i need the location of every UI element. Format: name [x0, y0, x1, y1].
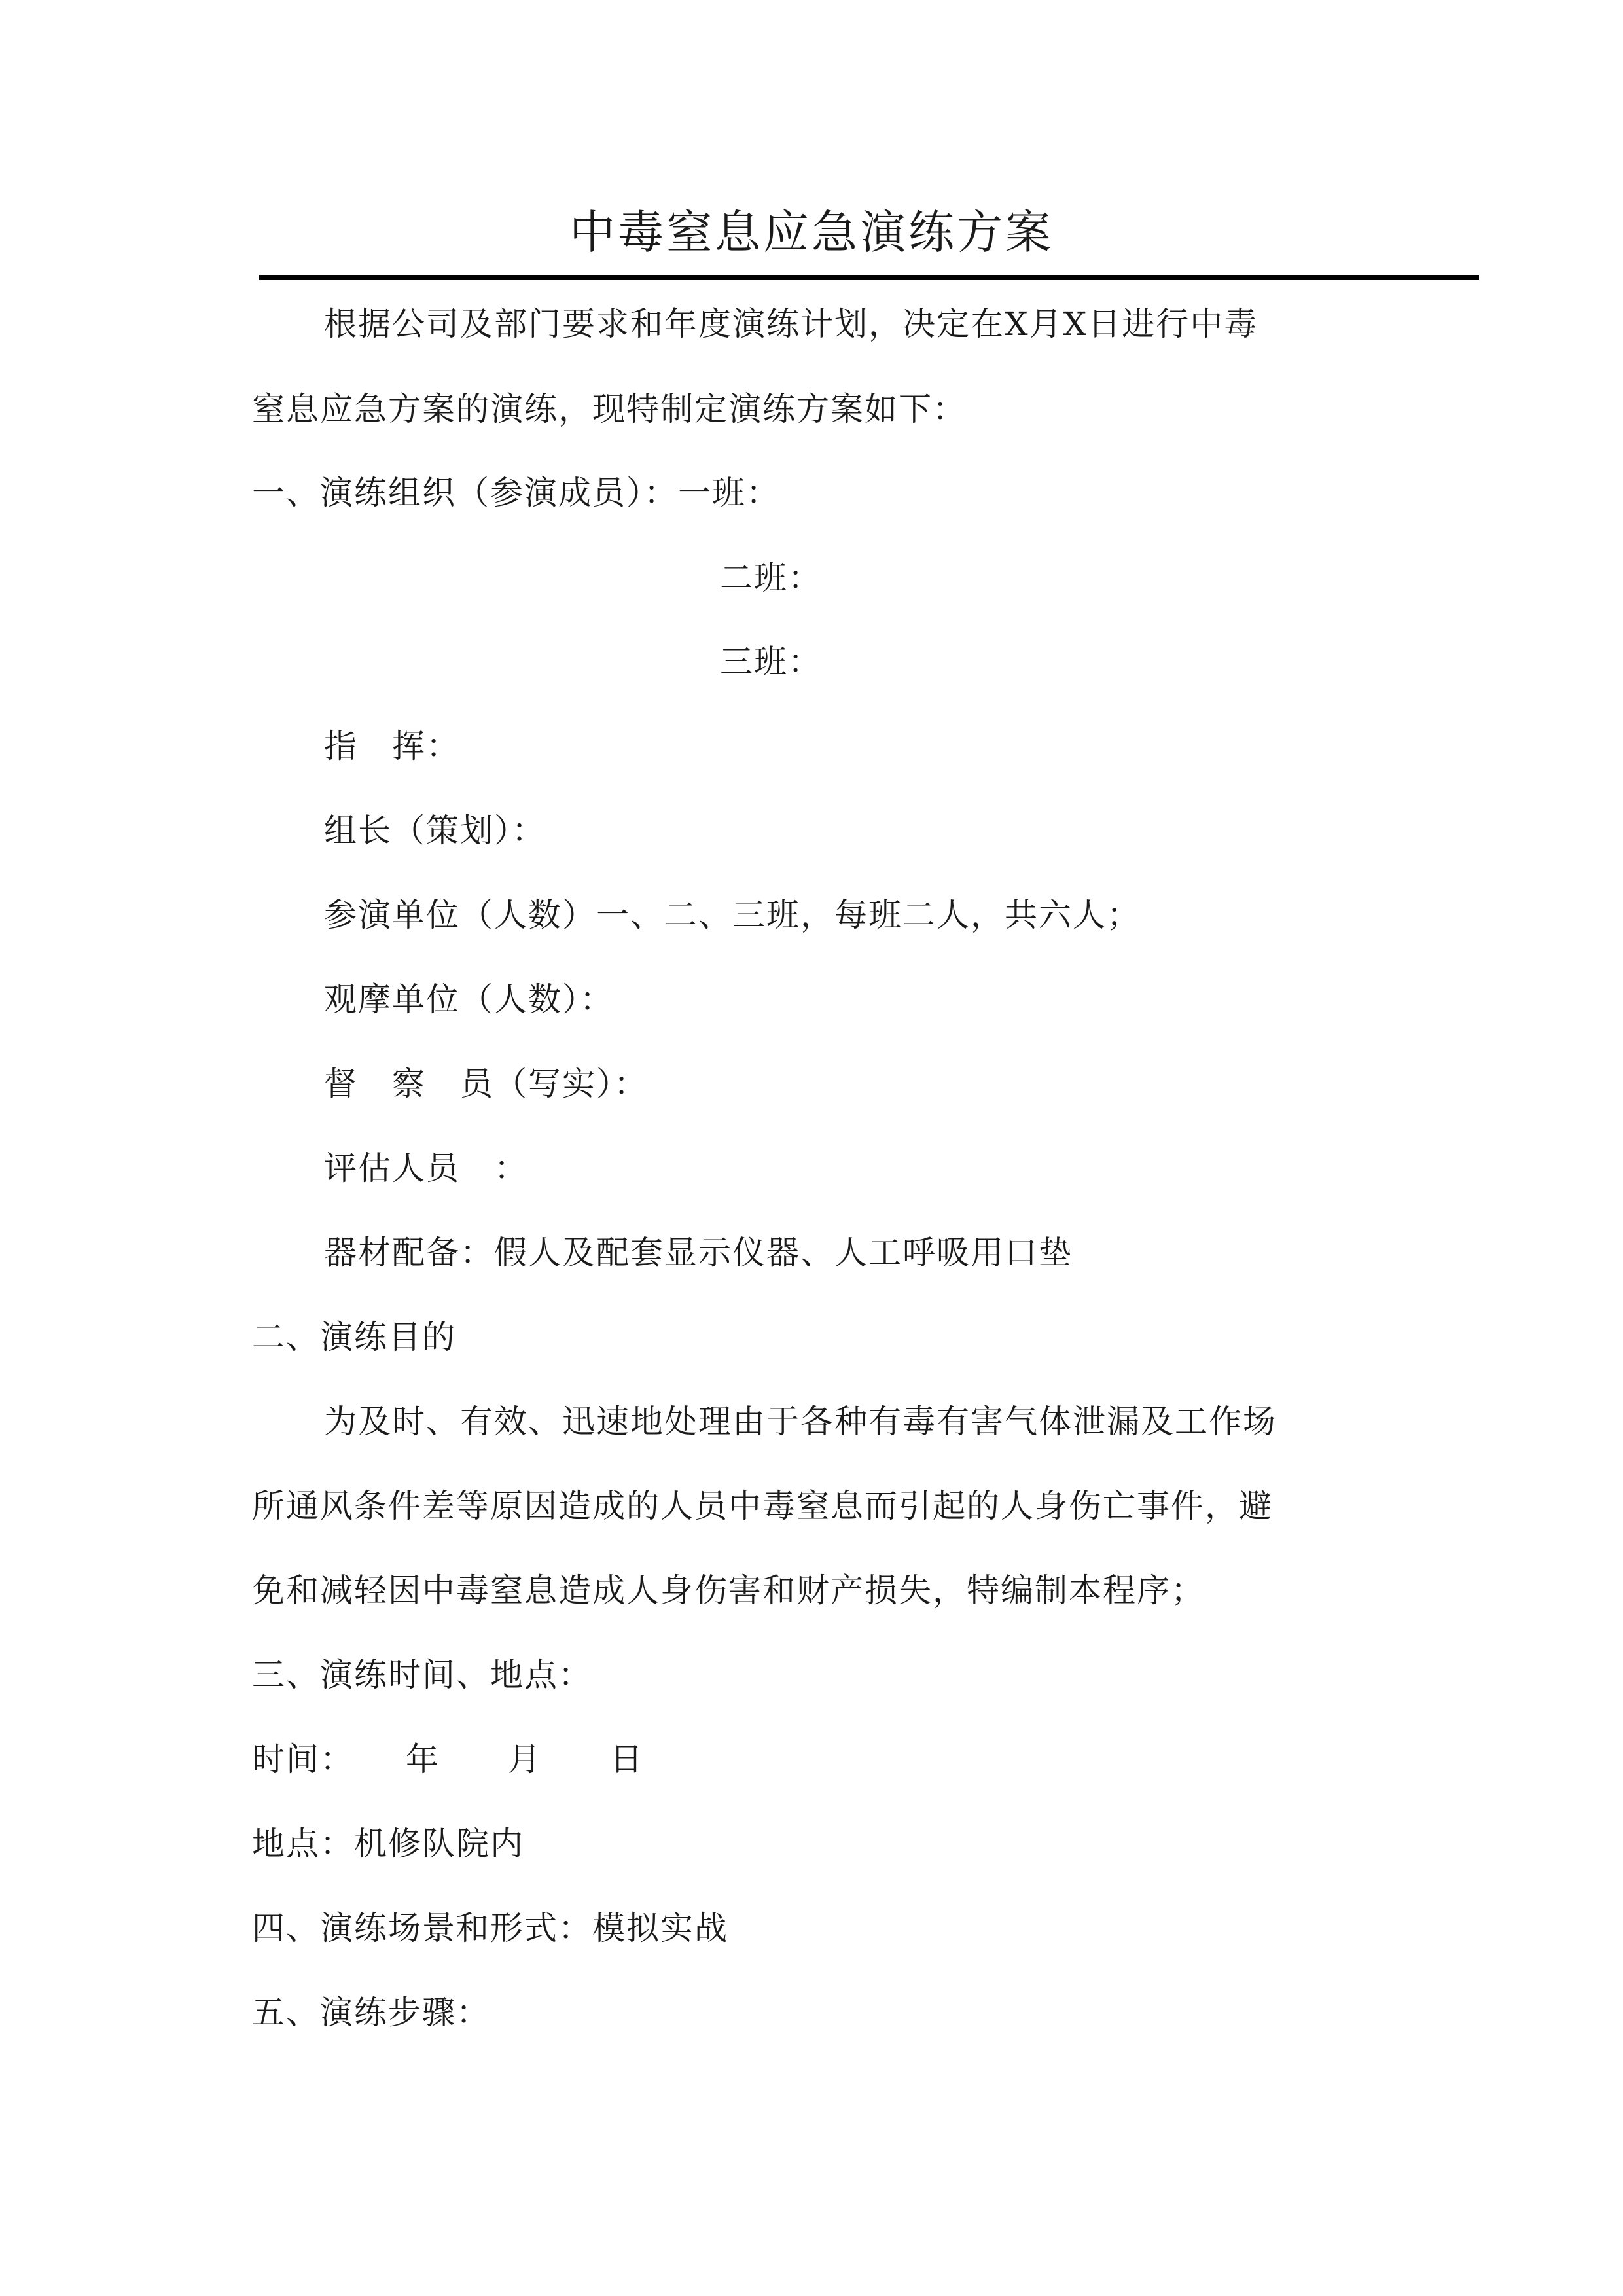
intro-line-2: 窒息应急方案的演练，现特制定演练方案如下： — [252, 390, 967, 428]
section-2-heading: 二、演练目的 — [252, 1318, 456, 1356]
evaluators-line: 评估人员 ： — [324, 1149, 528, 1187]
section-5-heading: 五、演练步骤： — [252, 1994, 490, 2032]
participants-line: 参演单位（人数）一、二、三班，每班二人，共六人； — [324, 896, 1141, 934]
purpose-line-3: 免和减轻因中毒窒息造成人身伤害和财产损失，特编制本程序； — [252, 1571, 1205, 1609]
observers-line: 观摩单位（人数）： — [324, 980, 614, 1018]
location-line: 地点：机修队院内 — [252, 1825, 524, 1863]
title-divider — [259, 275, 1479, 280]
purpose-line-2: 所通风条件差等原因造成的人员中毒窒息而引起的人身伤亡事件，避 — [252, 1487, 1273, 1525]
time-line: 时间： 年 月 日 — [252, 1740, 644, 1778]
section-4-heading: 四、演练场景和形式：模拟实战 — [252, 1909, 728, 1947]
group-leader-line: 组长（策划）： — [324, 812, 546, 850]
commander-line: 指 挥： — [324, 727, 460, 765]
team-3-line: 三班： — [720, 643, 822, 681]
purpose-line-1: 为及时、有效、迅速地处理由于各种有毒有害气体泄漏及工作场 — [324, 1403, 1277, 1441]
equipment-line: 器材配备：假人及配套显示仪器、人工呼吸用口垫 — [324, 1234, 1073, 1272]
inspector-line: 督 察 员（写实）： — [324, 1065, 648, 1103]
document-title: 中毒窒息应急演练方案 — [569, 206, 1054, 259]
intro-line-1: 根据公司及部门要求和年度演练计划，决定在X月X日进行中毒 — [324, 305, 1258, 343]
section-3-heading: 三、演练时间、地点： — [252, 1656, 592, 1694]
section-1-heading: 一、演练组织（参演成员）：一班： — [252, 474, 780, 512]
team-2-line: 二班： — [720, 559, 822, 597]
